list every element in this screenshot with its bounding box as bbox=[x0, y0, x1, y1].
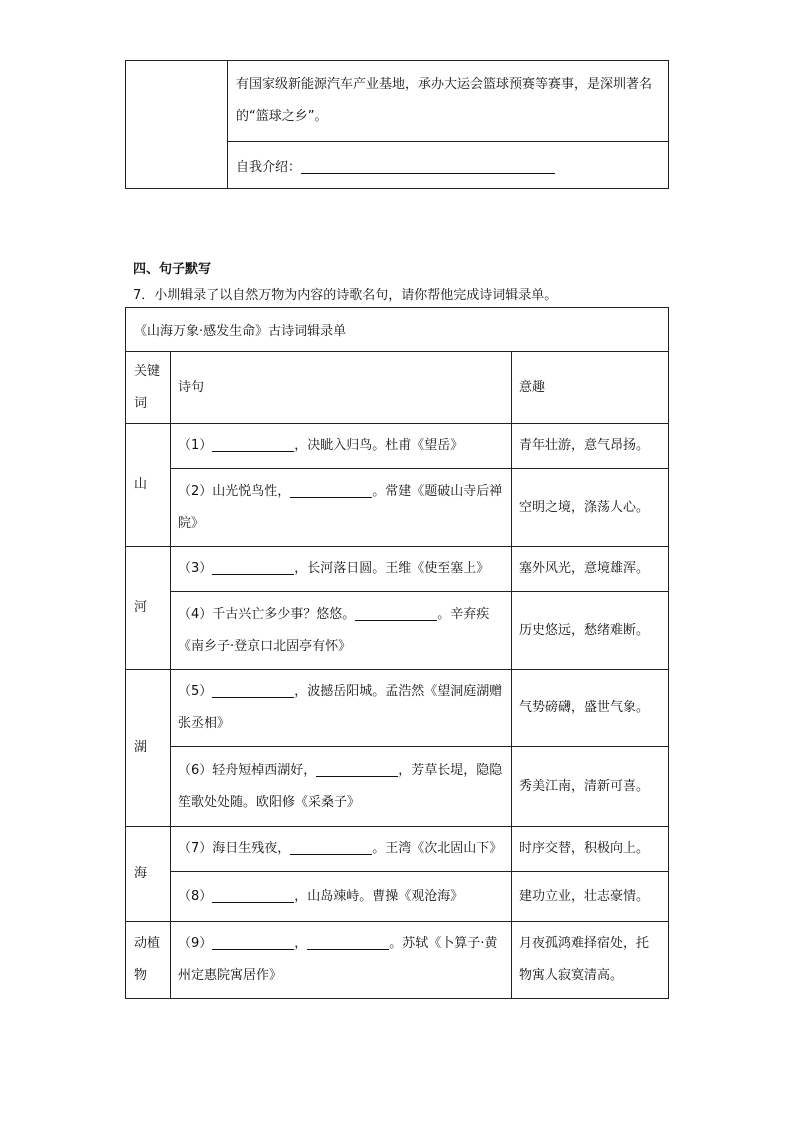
blank-9b[interactable] bbox=[307, 936, 389, 950]
poem-4: （4）千古兴亡多少事？悠悠。 。辛弃疾《南乡子·登京口北固亭有怀》 bbox=[171, 592, 512, 670]
poem-5: （5） ，波撼岳阳城。孟浩然《望洞庭湖赠张丞相》 bbox=[171, 670, 512, 747]
meaning-1: 青年壮游，意气昂扬。 bbox=[512, 424, 669, 469]
keyword-sea: 海 bbox=[126, 827, 171, 922]
blank-5[interactable] bbox=[212, 684, 294, 698]
section-heading: 四、句子默写 bbox=[133, 262, 212, 277]
meaning-4: 历史悠远，愁绪难断。 bbox=[512, 592, 669, 670]
blank-3[interactable] bbox=[212, 561, 294, 575]
blank-6[interactable] bbox=[316, 763, 398, 777]
meaning-9: 月夜孤鸿难择宿处，托物寓人寂寞清高。 bbox=[512, 922, 669, 999]
blank-2[interactable] bbox=[290, 484, 372, 498]
poem-table bbox=[125, 307, 669, 999]
poem-2: （2）山光悦鸟性， 。常建《题破山寺后禅院》 bbox=[171, 469, 512, 547]
blank-4[interactable] bbox=[355, 607, 437, 621]
top-table bbox=[125, 60, 669, 189]
table-title: 《山海万象·感发生命》古诗词辑录单 bbox=[126, 308, 669, 352]
meaning-6: 秀美江南，清新可喜。 bbox=[512, 747, 669, 827]
blank-1[interactable] bbox=[212, 438, 294, 452]
blank-7[interactable] bbox=[290, 841, 372, 855]
poem-7: （7）海日生残夜， 。王湾《次北固山下》 bbox=[171, 827, 512, 872]
question-text: 7．小圳辑录了以自然万物为内容的诗歌名句，请你帮他完成诗词辑录单。 bbox=[133, 288, 558, 303]
keyword-river: 河 bbox=[126, 547, 171, 670]
poem-6: （6）轻舟短棹西湖好， ，芳草长堤，隐隐笙歌处处随。欧阳修《采桑子》 bbox=[171, 747, 512, 827]
poem-8: （8） ，山岛竦峙。曹操《观沧海》 bbox=[171, 872, 512, 922]
empty-cell bbox=[126, 61, 228, 189]
meaning-8: 建功立业，壮志豪情。 bbox=[512, 872, 669, 922]
header-keyword: 关键词 bbox=[126, 352, 171, 424]
keyword-mountain: 山 bbox=[126, 424, 171, 547]
keyword-lake: 湖 bbox=[126, 670, 171, 827]
meaning-5: 气势磅礴，盛世气象。 bbox=[512, 670, 669, 747]
blank-9a[interactable] bbox=[212, 936, 294, 950]
self-intro-blank[interactable] bbox=[301, 160, 555, 174]
meaning-2: 空明之境，涤荡人心。 bbox=[512, 469, 669, 547]
poem-3: （3） ，长河落日圆。王维《使至塞上》 bbox=[171, 547, 512, 592]
poem-1: （1） ，决眦入归鸟。杜甫《望岳》 bbox=[171, 424, 512, 469]
self-intro-cell bbox=[228, 142, 669, 189]
self-intro-label: 自我介绍： bbox=[236, 159, 302, 175]
header-meaning: 意趣 bbox=[512, 352, 669, 424]
basketball-description: 有国家级新能源汽车产业基地，承办大运会篮球预赛等赛事，是深圳著名的“篮球之乡”。 bbox=[228, 61, 669, 142]
keyword-flora-fauna: 动植物 bbox=[126, 922, 171, 999]
meaning-7: 时序交替，积极向上。 bbox=[512, 827, 669, 872]
header-poem: 诗句 bbox=[171, 352, 512, 424]
poem-9: （9） ， 。苏轼《卜算子·黄州定惠院寓居作》 bbox=[171, 922, 512, 999]
meaning-3: 塞外风光，意境雄浑。 bbox=[512, 547, 669, 592]
blank-8[interactable] bbox=[212, 889, 294, 903]
